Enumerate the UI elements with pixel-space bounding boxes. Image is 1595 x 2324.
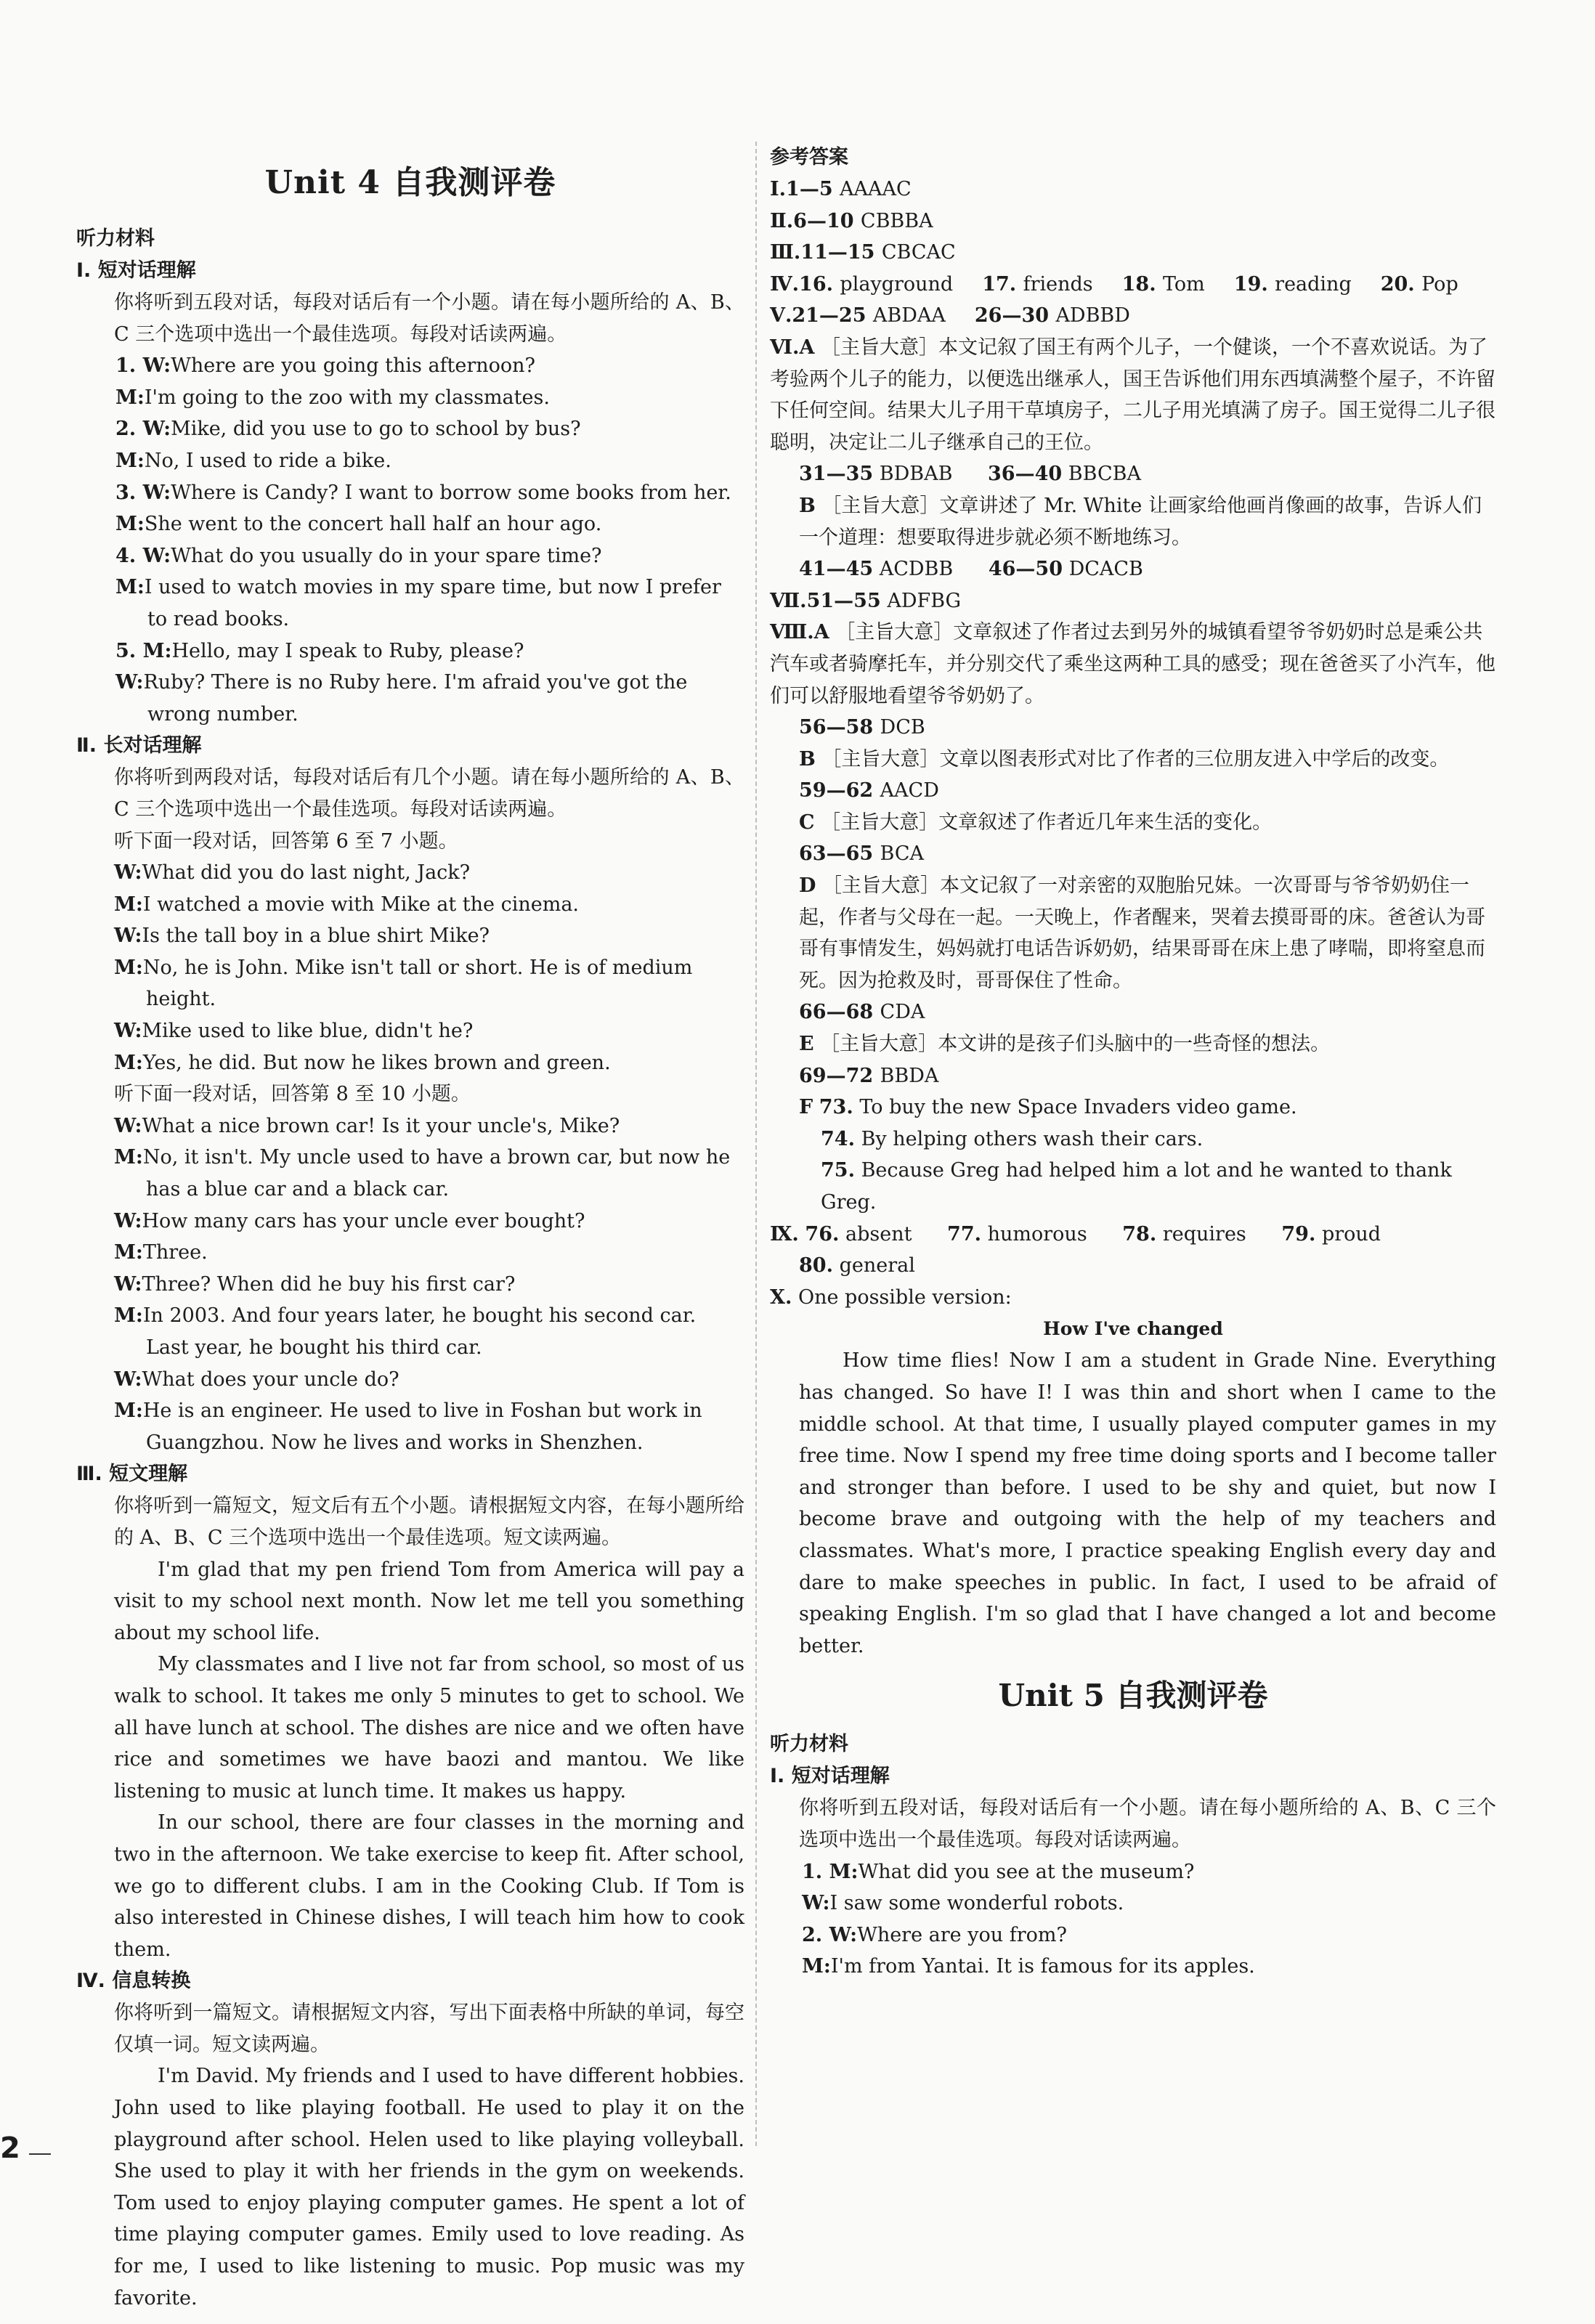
dialogue-line [76,1110,744,1142]
speaker-label: M: [115,449,145,472]
speaker-label: W: [114,1020,142,1043]
dialogue-text: He is an engineer. He used to live in Foshan but work in Guangzhou. Now he lives and works in Shenzhen. [142,1399,702,1454]
speaker-label: M: [802,1955,831,1978]
answer-section: Ⅴ. [770,304,792,328]
summary-text: 本文记叙了一对亲密的双胞胎兄妹。一次哥哥与爷爷奶奶住一起，作者与父母在一起。一天晚上，作者醒来，哭着去摸哥哥的床。爸爸认为哥哥有事情发生，妈妈就打电话告诉奶奶，结果哥哥在床上患了哮喘，即将窒息而死。因为抢救及时，哥哥保住了性命。 [799,874,1485,992]
answer-row [770,174,1496,206]
unit4-title: Unit 4 自我测评卷 [264,164,556,201]
part-label: C [799,810,815,834]
dialogue-line [76,1395,744,1458]
answer-viii-part [770,744,1496,776]
speaker-label: W: [142,354,171,378]
section-2b-intro: 听下面一段对话，回答第 8 至 10 小题。 [114,1083,471,1106]
essay-title: How I've changed [1043,1318,1223,1340]
summary-tag: ［主旨大意］ [814,810,939,834]
section-1-dialogues [76,350,744,730]
speaker-label: W: [114,925,142,948]
dialogue-line [76,1047,744,1079]
dialogue-text: In 2003. And four years later, he bought his second car. Last year, he bought his third car. [142,1304,697,1359]
dialogue-line [76,1300,744,1363]
part-label: B [799,747,816,771]
dialogue-text: I used to watch movies in my spare time, but now I prefer to read books. [144,576,721,630]
question-number: 1. [115,354,143,378]
answer-list [770,174,1496,332]
section-3-paragraph: I'm glad that my pen friend Tom from America will pay a visit to my school next month. Now let me tell you something about my school life. [114,1558,744,1644]
answer-number: 56—58 [799,716,880,739]
answer-row [770,206,1496,237]
dialogue-line [76,477,744,509]
question-number: 5. [115,639,143,662]
part-label: A [813,621,829,644]
speaker-label: W: [114,1114,142,1137]
answer-number: 63—65 [799,842,880,866]
answer-number: 26—30 [974,304,1056,328]
answer-number: 18. [1121,272,1163,296]
dialogue-line [76,1269,744,1301]
dialogue-line [76,1364,744,1396]
dialogue-text: What does your uncle do? [142,1368,399,1391]
summary-tag: ［主旨大意］ [813,1033,938,1056]
dialogue-text: Where are you from? [857,1923,1067,1946]
dialogue-text: No, I used to ride a bike. [144,449,391,472]
section-2b-dialogue [76,1110,744,1459]
speaker-label: M: [829,1860,859,1883]
summary-tag: ［主旨大意］ [816,874,941,898]
answer-vi-b-keys: 41—45 ACDBB 46—50 DCACB [799,558,1143,581]
dialogue-line [76,413,744,445]
answer-section: Ⅰ. [770,178,787,200]
answer-vi-b: B ［主旨大意］文章讲述了 Mr. White 让画家给他画肖像画的故事，告诉人们一个道理：想要取得进步就必须不断地练习。 [799,494,1482,549]
dialogue-text: No, he is John. Mike isn't tall or short. He is of medium height. [142,956,693,1011]
dialogue-text: Mike used to like blue, didn't he? [142,1020,474,1043]
speaker-label: W: [142,481,171,504]
answer-value: DCB [880,716,925,739]
dialogue-line [76,508,744,540]
answer-row [770,269,1496,301]
answer-number: 11—15 [800,241,882,264]
dialogue-text: I'm from Yantai. It is famous for its apples. [830,1955,1255,1978]
dialogue-line [76,1237,744,1269]
answer-value: CDA [880,1001,925,1024]
section-3-paragraph: In our school, there are four classes in the morning and two in the afternoon. We take exercise to keep fit. After school, we go to different clubs. I am in the Cooking Club. If Tom is also interested in Chinese dishes, I will teach him how to cook them. [114,1811,744,1961]
answer-value: CBCAC [881,241,956,264]
dialogue-line [76,1206,744,1238]
question-number: 2. [802,1923,829,1946]
answer-viii-keys [770,838,1496,870]
unit5-section-1-intro: 你将听到五段对话，每段对话后有一个小题。请在每小题所给的 A、B、C 三个选项中选出一个最佳选项。每段对话读两遍。 [799,1797,1496,1851]
answer-number: 16. [799,272,840,296]
answer-value: AACD [880,779,939,803]
section-3-heading: Ⅲ. 短文理解 [76,1463,188,1486]
answer-viii-keys [770,712,1496,744]
essay-body: How time flies! Now I am a student in Grade Nine. Everything has changed. So have I! I was thin and short when I came to the middle school. At that time, I usually played computer games in my free time. Now I spend my free time doing sports and I become taller and stronger than before. I used to be shy and quiet, but now I become brave and outgoing with the help of my teachers and classmates. What's more, I practice speaking English every day and dare to make speeches in public. In fact, I used to be afraid of speaking English. I'm so glad that I have changed a lot and become better. [799,1349,1496,1657]
answer-number: 1—5 [786,178,840,200]
dialogue-line [76,635,744,667]
answer-ix: Ⅸ. 76. absent 77. humorous 78. requires 79. proud [770,1222,1381,1246]
answer-value: Tom [1163,272,1205,296]
answer-number: 6—10 [793,209,861,232]
question-number: 2. [115,418,143,441]
speaker-label: M: [114,1304,143,1328]
speaker-label: W: [142,544,171,567]
dialogue-line [76,382,744,414]
dialogue-text: No, it isn't. My uncle used to have a brown car, but now he has a blue car and a black car. [142,1146,731,1201]
speaker-label: M: [114,893,143,916]
question-number: 1. [802,1860,829,1883]
dialogue-text: Mike, did you use to go to school by bus? [171,418,581,441]
dialogue-text: What did you see at the museum? [858,1860,1195,1883]
speaker-label: M: [142,639,172,662]
speaker-label: W: [142,418,171,441]
section-3-intro: 你将听到一篇短文，短文后有五个小题。请根据短文内容，在每小题所给的 A、B、C 三个选项中选出一个最佳选项。短文读两遍。 [114,1495,744,1549]
dialogue-text: Hello, may I speak to Ruby, please? [171,639,524,662]
dialogue-line [76,540,744,572]
section-4-intro: 你将听到一篇短文。请根据短文内容，写出下面表格中所缺的单词，每空仅填一词。短文读两遍。 [114,2002,744,2056]
dialogue-text: She went to the concert hall half an hour ago. [144,513,602,536]
right-column [770,142,1496,1983]
answer-number: 17. [982,272,1023,296]
speaker-label: M: [115,386,145,409]
section-3-paragraph: My classmates and I live not far from school, so most of us walk to school. It takes me only 5 minutes to get to school. We all have lunch at school. The dishes are nice and we often have rice and sometimes we have baozi and mantou. We like listening to music at lunch time. It makes us happy. [114,1653,744,1803]
dialogue-text: I'm going to the zoo with my classmates. [144,386,550,409]
listening-label: 听力材料 [76,227,155,250]
answer-vi-a: Ⅵ.A ［主旨大意］本文记叙了国王有两个儿子，一个健谈，一个不喜欢说话。为了考验两个儿子的能力，以便选出继承人，国王告诉他们用东西填满整个屋子，不许留下任何空间。结果大儿子用干草填房子，二儿子用光填满了房子。国王觉得二儿子很聪明，决定让二儿子继承自己的王位。 [770,336,1495,454]
dialogue-text: What do you usually do in your spare time? [171,544,602,567]
answer-number: 59—62 [799,779,880,803]
speaker-label: W: [115,671,144,694]
speaker-label: M: [114,1399,143,1423]
answer-viii-part [770,870,1496,996]
answer-value: friends [1023,272,1093,296]
speaker-label: M: [114,1051,143,1074]
section-4-paragraph: I'm David. My friends and I used to have different hobbies. John used to like playing football. He used to play it on the playground after school. Helen used to like playing volleyball. She used to play it with her friends in the gym on weekends. Tom used to enjoy playing computer games. He spent a lot of time playing computer games. Emily used to love reading. As for me, I used to like listening to music. Pop music was my favorite. [114,2065,744,2309]
speaker-label: M: [114,956,143,979]
dialogue-text: I saw some wonderful robots. [829,1892,1124,1915]
answer-ix-last: 80. general [799,1254,915,1277]
section-2-intro: 你将听到两段对话，每段对话后有几个小题。请在每小题所给的 A、B、C 三个选项中选出一个最佳选项。每段对话读两遍。 [114,766,744,821]
section-1-heading: Ⅰ. 短对话理解 [76,259,196,282]
dialogue-line [76,889,744,921]
dialogue-line [76,667,744,730]
left-column [76,142,744,2314]
answer-x-intro: Ⅹ. One possible version: [770,1285,1012,1309]
answer-viii-f-line: 74. By helping others wash their cars. [821,1127,1204,1150]
answer-viii-keys [770,1060,1496,1092]
summary-text: 文章以图表形式对比了作者的三位朋友进入中学后的改变。 [939,747,1450,771]
dialogue-text: What did you do last night, Jack? [142,861,471,885]
answer-section: Ⅷ. [770,621,814,644]
answer-number: 21—25 [792,304,873,328]
answer-vi-a-keys: 31—35 BDBAB 36—40 BBCBA [799,463,1141,486]
answer-value: BCA [880,842,925,866]
dialogue-text: What a nice brown car! Is it your uncle's, Mike? [142,1114,620,1137]
dialogue-text: Three. [142,1241,208,1264]
summary-text: 文章叙述了作者近几年来生活的变化。 [938,810,1273,834]
unit5-listening-label: 听力材料 [770,1733,848,1756]
part-label: E [799,1033,814,1056]
section-2a-intro: 听下面一段对话，回答第 6 至 7 小题。 [114,829,458,853]
answer-value: playground [840,272,954,296]
answer-value: Pop [1421,272,1458,296]
page-number: 2 [0,2132,20,2165]
answer-number: 69—72 [799,1064,880,1087]
summary-text: 本文讲的是孩子们头脑中的一些奇怪的想法。 [938,1033,1331,1056]
dialogue-text: Is the tall boy in a blue shirt Mike? [142,925,490,948]
answer-vii: Ⅶ.51—55 ADFBG [770,589,962,612]
answer-viii-part [770,617,1496,712]
answer-viii-keys [770,775,1496,807]
speaker-label: W: [802,1892,830,1915]
speaker-label: W: [114,1368,142,1391]
dialogue-line [76,1142,744,1205]
section-2-heading: Ⅱ. 长对话理解 [76,734,202,757]
speaker-label: W: [829,1923,858,1946]
question-number: 4. [115,544,143,567]
answer-value: AAAAC [840,178,912,200]
answer-viii [770,617,1496,1092]
answer-viii-part [770,807,1496,839]
answer-viii-part [770,1028,1496,1060]
speaker-label: M: [115,513,145,536]
answer-viii-f-line: 75. Because Greg had helped him a lot and he wanted to thank Greg. [821,1159,1452,1214]
dialogue-text: How many cars has your uncle ever bought? [142,1209,585,1232]
answer-viii-f: F 73. To buy the new Space Invaders video game. [799,1096,1297,1119]
dialogue-line [770,1951,1496,1983]
summary-text: 文章叙述了作者过去到另外的城镇看望爷爷奶奶时总是乘公共汽车或者骑摩托车，并分别交代了乘坐这两种工具的感受；现在爸爸买了小汽车，他们可以舒服地看望爷爷奶奶了。 [770,621,1495,707]
answer-row [770,237,1496,269]
answer-viii-keys [770,996,1496,1028]
answers-label: 参考答案 [770,146,848,168]
answer-value: CBBBA [860,209,933,232]
dialogue-line [76,1015,744,1047]
speaker-label: W: [114,1209,142,1232]
answer-value: ADBBD [1055,304,1130,328]
dialogue-line [770,1856,1496,1888]
page-number-rule [29,2153,51,2155]
answer-value: BBDA [880,1064,939,1087]
dialogue-line [770,1919,1496,1951]
dialogue-line [76,572,744,635]
summary-tag: ［主旨大意］ [829,621,954,644]
speaker-label: W: [114,861,142,885]
speaker-label: M: [114,1241,143,1264]
dialogue-text: Ruby? There is no Ruby here. I'm afraid you've got the wrong number. [143,671,688,726]
section-1-intro: 你将听到五段对话，每段对话后有一个小题。请在每小题所给的 A、B、C 三个选项中选出一个最佳选项。每段对话读两遍。 [114,291,744,346]
dialogue-line [76,350,744,382]
answer-value: reading [1275,272,1352,296]
answer-row [770,300,1496,332]
answer-section: Ⅱ. [770,209,794,232]
dialogue-line [76,857,744,889]
unit5-section-1-heading: Ⅰ. 短对话理解 [770,1765,890,1788]
dialogue-line [770,1888,1496,1919]
section-2a-dialogue [76,857,744,1078]
dialogue-line [76,445,744,477]
answer-number: 66—68 [799,1001,880,1024]
question-number: 3. [115,481,143,504]
speaker-label: M: [115,576,145,599]
part-label: D [799,874,816,898]
dialogue-text: I watched a movie with Mike at the cinema. [142,893,580,916]
unit5-section-1-dialogues [770,1856,1496,1983]
answer-number: 19. [1233,272,1275,296]
dialogue-text: Where are you going this afternoon? [171,354,536,378]
speaker-label: M: [114,1146,143,1169]
answer-section: Ⅲ. [770,241,801,264]
dialogue-line [76,952,744,1015]
dialogue-line [76,920,744,952]
dialogue-text: Three? When did he buy his first car? [142,1272,516,1296]
dialogue-text: Where is Candy? I want to borrow some books from her. [171,481,731,504]
answer-value: ABDAA [872,304,946,328]
summary-tag: ［主旨大意］ [815,747,940,771]
column-divider [755,142,757,2146]
answer-section: Ⅳ. [770,272,800,296]
section-4-heading: Ⅳ. 信息转换 [76,1970,191,1993]
answer-number: 20. [1380,272,1422,296]
unit5-title: Unit 5 自我测评卷 [998,1678,1268,1714]
dialogue-text: Yes, he did. But now he likes brown and green. [142,1051,611,1074]
speaker-label: W: [114,1272,142,1296]
